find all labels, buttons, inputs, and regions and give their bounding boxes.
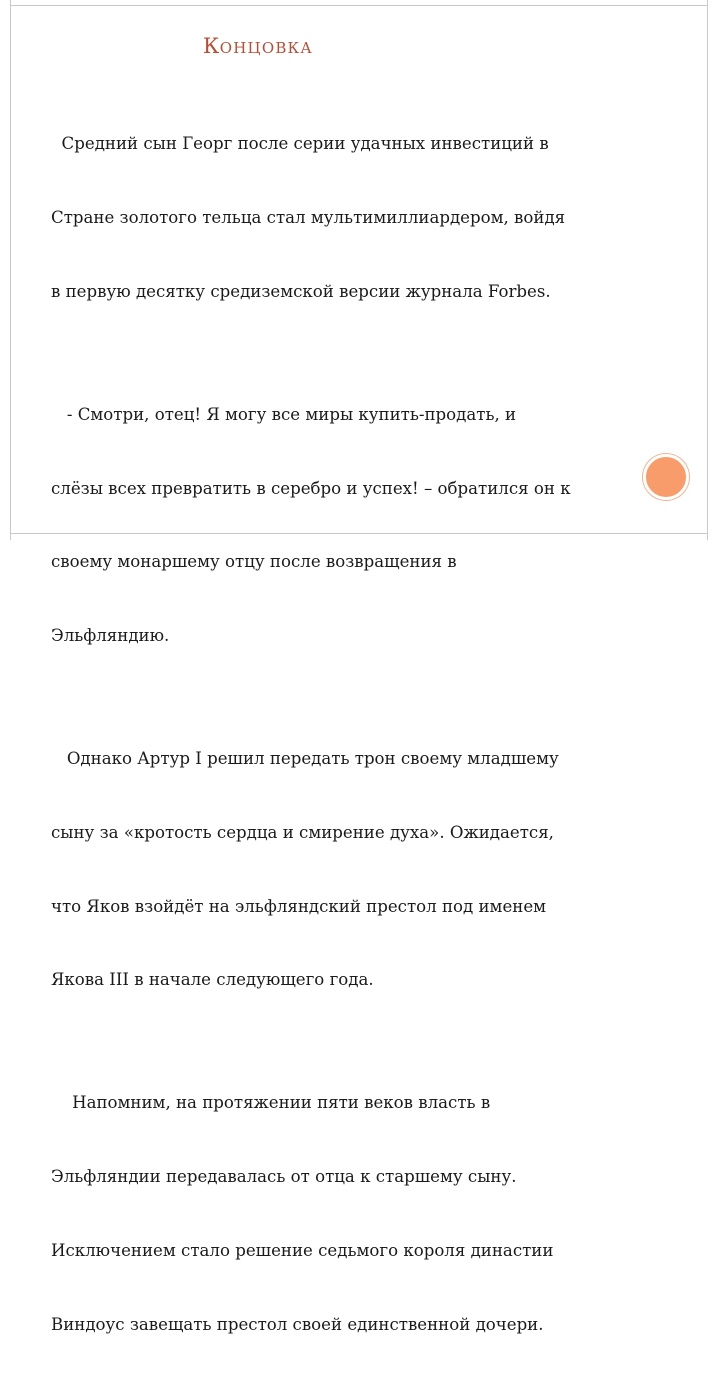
text-line: Исключением стало решение седьмого короля династии [51,1240,554,1260]
paragraph-4 [51,1042,691,1386]
text-line: Напомним, на протяжении пяти веков власть в [51,1093,491,1113]
text-line: сыну за «кротость сердца и смирение духа». Ожидается, [51,822,554,842]
paragraph-1 [51,83,691,354]
top-border-line [10,5,708,6]
text-line: Однако Артур I решил передать трон своему младшему [51,749,559,769]
text-line: Якова III в начале следующего года. [51,970,374,990]
right-border-line [707,0,708,540]
text-line: Средний сын Георг после серии удачных инвестиций в [51,134,549,154]
text-line: Эльфляндии передавалась от отца к старшему сыну. [51,1167,517,1187]
text-line: Виндоус завещать престол своей единственной дочери. [51,1314,544,1334]
slide-title [203,34,313,58]
slide-title-initial: К [203,34,220,58]
paragraph-3 [51,698,691,1042]
paragraph-2 [51,354,691,698]
text-line: Эльфляндию. [51,626,170,646]
text-line: - Смотри, отец! Я могу все миры купить-продать, и [51,404,517,424]
text-line: в первую десятку средиземской версии журнала Forbes. [51,281,551,301]
text-line: Стране золотого тельца стал мультимиллиардером, войдя [51,207,566,227]
slide-title-rest: ОНЦОВКА [219,39,313,57]
text-line: слёзы всех превратить в серебро и успех! – обратился он к [51,478,571,498]
text-line: своему монаршему отцу после возвращения в [51,552,457,572]
slide-body [51,83,691,1386]
left-border-line [10,0,11,540]
decorative-circle-icon [643,454,689,500]
text-line: что Яков взойдёт на эльфляндский престол под именем [51,896,547,916]
